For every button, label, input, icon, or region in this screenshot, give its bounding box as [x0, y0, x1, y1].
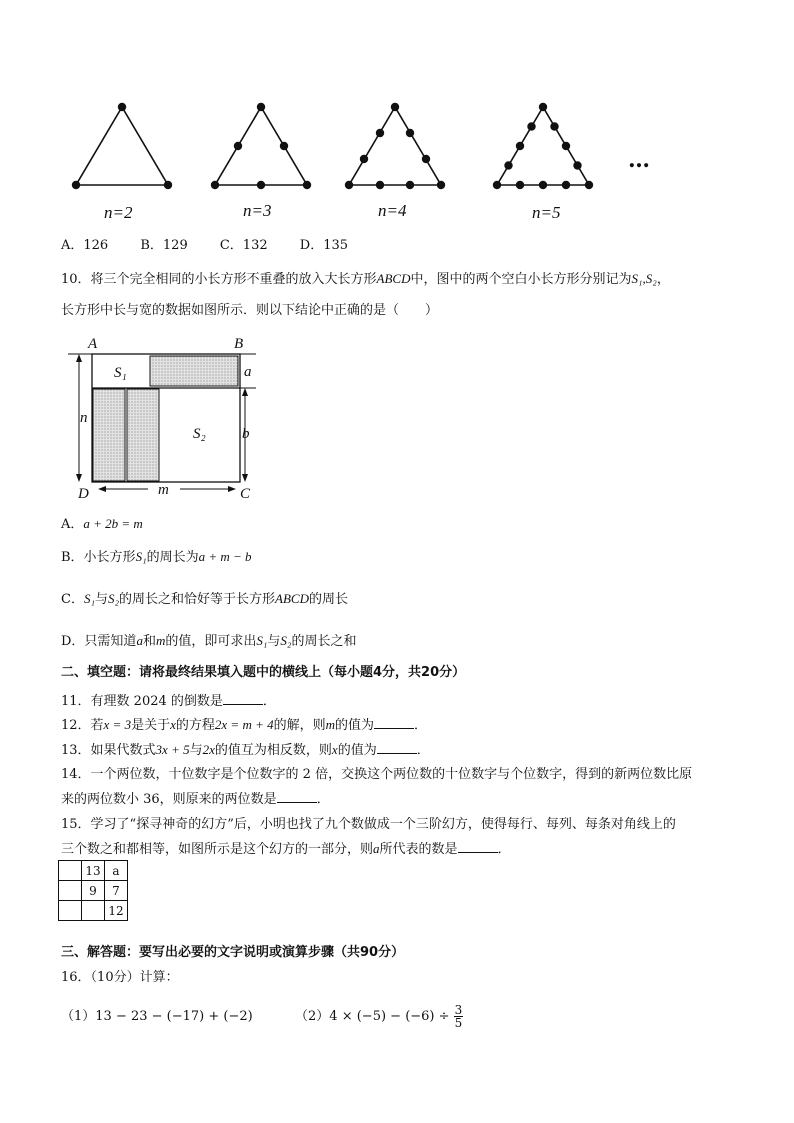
- q12: 12．若x = 3是关于x的方程2x = m + 4的解，则m的值为 ．: [61, 717, 428, 733]
- svg-text:S₂: S₂: [193, 426, 206, 442]
- q16-problems: （1）13 − 23 − (−17) + (−2) （2）4 × (−5) − (−6) ÷ $\frac{3}{5}$: [61, 1003, 463, 1030]
- fraction: $\frac{3}{5}$: [454, 1003, 463, 1030]
- svg-text:D: D: [78, 486, 89, 502]
- q10-stem-line2: 长方形中长与宽的数据如图所示．则以下结论中正确的是（ ）: [61, 303, 439, 318]
- q11: 11．有理数 2024 的倒数是 ．: [61, 694, 276, 709]
- q10-choice-b[interactable]: B．小长方形S₁的周长为a + m − b: [61, 549, 252, 565]
- label-n3: n=3: [243, 201, 272, 220]
- svg-text:m: m: [158, 482, 169, 498]
- dot: [118, 103, 126, 111]
- q9-choices: [61, 237, 376, 255]
- triangle-dots-figure: [60, 95, 670, 225]
- section3-title: 三、解答题：要写出必要的文字说明或演算步骤（共90分）: [61, 945, 405, 960]
- section2-title: 二、填空题：请将最终结果填入题中的横线上（每小题4分，共20分）: [61, 665, 466, 680]
- q16-title: 16．（10分）计算：: [61, 970, 179, 985]
- q14-line2: 来的两位数小 36，则原来的两位数是 ．: [61, 792, 330, 807]
- answer-blank[interactable]: [458, 840, 498, 853]
- q10-choice-a[interactable]: A．a + 2b = m: [61, 516, 143, 532]
- q10-choice-c[interactable]: C．S₁与S₂的周长之和恰好等于长方形ABCD的周长: [61, 591, 349, 607]
- q10-choice-d[interactable]: D．只需知道a和m的值，即可求出S₁与S₂的周长之和: [61, 633, 357, 649]
- label-n2: n=2: [104, 203, 133, 222]
- q13: 13．如果代数式3x + 5与2x的值互为相反数，则x的值为 ．: [61, 742, 430, 758]
- label-n5: n=5: [532, 203, 561, 222]
- choice-a[interactable]: A．126: [61, 238, 109, 253]
- answer-blank[interactable]: [277, 790, 317, 803]
- left-small-rect-2: [127, 389, 159, 481]
- q10-stem-line1: 10．将三个完全相同的小长方形不重叠的放入大长方形ABCD中，图中的两个空白小长方形分别记为S₁,S₂，: [61, 271, 670, 287]
- label-n4: n=4: [378, 201, 407, 220]
- choice-b[interactable]: B．129: [140, 238, 188, 253]
- svg-text:a: a: [244, 364, 252, 380]
- left-small-rect-1: [93, 389, 125, 481]
- answer-blank[interactable]: [223, 692, 263, 705]
- svg-text:n: n: [80, 410, 88, 426]
- answer-blank[interactable]: [377, 741, 417, 754]
- svg-text:B: B: [234, 336, 244, 352]
- answer-blank[interactable]: [374, 716, 414, 729]
- svg-text:S₁: S₁: [114, 365, 127, 381]
- choice-c[interactable]: C．132: [219, 238, 268, 253]
- ellipsis: …: [628, 147, 650, 173]
- magic-square: 13 a 9 7 12: [58, 860, 128, 921]
- svg-text:A: A: [88, 336, 98, 352]
- q15-line2: 三个数之和都相等，如图所示是这个幻方的一部分，则a所代表的数是 ．: [61, 841, 511, 857]
- choice-d[interactable]: D．135: [299, 238, 349, 253]
- rectangle-figure: [68, 332, 268, 504]
- svg-text:C: C: [240, 486, 251, 502]
- q14-line1: 14．一个两位数，十位数字是个位数字的 2 倍，交换这个两位数的十位数字与个位数字，得到的新两位数比原: [61, 767, 693, 782]
- q15-line1: 15．学习了“探寻神奇的幻方”后，小明也找了九个数做成一个三阶幻方，使得每行、每列、每条对角线上的: [61, 817, 676, 832]
- top-small-rect: [150, 356, 238, 386]
- svg-text:b: b: [242, 426, 250, 442]
